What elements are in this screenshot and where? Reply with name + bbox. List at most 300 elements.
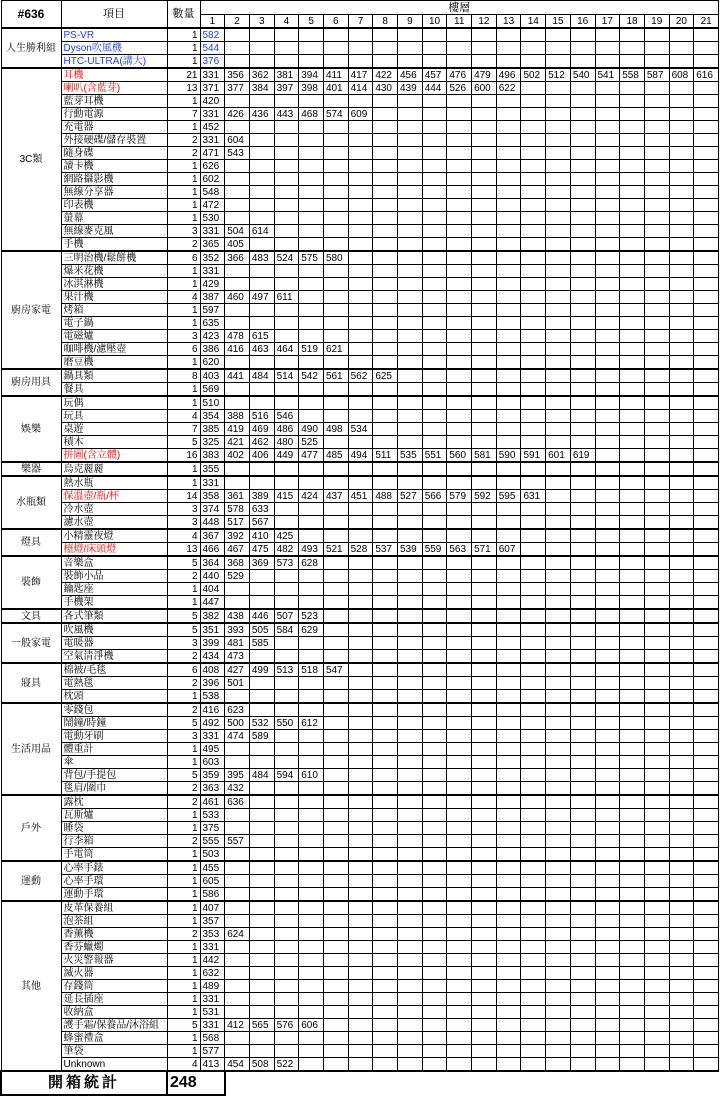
table-row [1,848,719,862]
category-cell: 其他 [1,901,61,1071]
floor-cell: 548 [200,186,225,199]
floor-cell [546,317,571,330]
floor-cell [620,95,645,108]
floor-cell [595,993,620,1006]
item-name: 烤箱 [61,304,167,317]
floor-cell [323,476,348,490]
floor-cell [472,650,497,664]
floor-cell [225,55,250,69]
floor-cell [422,915,447,928]
floor-cell [373,1006,398,1019]
floor-cell [570,173,595,186]
floor-cell: 514 [274,369,299,383]
floor-cell [323,503,348,516]
floor-cell [644,809,669,822]
floor-cell [348,212,373,225]
floor-cell: 359 [200,769,225,782]
floor-cell [595,677,620,690]
floor-cell [595,304,620,317]
floor-cell [422,121,447,134]
floor-cell [274,954,299,967]
floor-cell [669,782,694,796]
floor-cell [546,173,571,186]
floor-number: 5 [299,15,324,29]
floor-cell [496,703,521,717]
floor-cell [225,42,250,55]
floor-cell [373,1058,398,1072]
floor-cell [546,423,571,436]
floor-cell [570,782,595,796]
item-qty: 1 [167,848,200,862]
floor-cell [249,476,274,490]
floor-cell [570,993,595,1006]
floor-cell [323,861,348,875]
floor-cell [669,1058,694,1072]
floor-cell [472,637,497,650]
floor-cell [373,570,398,583]
floor-cell [669,993,694,1006]
floor-cell [249,265,274,278]
floor-cell [570,356,595,370]
floor-cell [373,121,398,134]
item-name: 鍋具類 [61,369,167,383]
floor-cell: 541 [595,68,620,82]
floor-cell [570,186,595,199]
floor-cell [348,861,373,875]
floor-cell [521,304,546,317]
floor-cell [447,186,472,199]
floor-cell: 416 [200,703,225,717]
item-name: 電磁爐 [61,330,167,343]
floor-cell [249,690,274,704]
floor-cell [595,410,620,423]
floor-cell [620,503,645,516]
floor-cell [373,476,398,490]
floor-cell [447,212,472,225]
floor-cell [398,835,423,848]
item-name: 瓦斯爐 [61,809,167,822]
floor-cell [570,134,595,147]
floor-cell [644,449,669,463]
floor-cell [472,769,497,782]
floor-cell [299,317,324,330]
floor-cell [398,888,423,902]
floor-cell [249,55,274,69]
floor-cell [348,730,373,743]
floor-cell [620,529,645,543]
floor-cell [694,809,719,822]
floor-cell: 442 [200,954,225,967]
floor-cell [595,423,620,436]
floor-cell: 397 [274,82,299,95]
floor-cell [225,317,250,330]
floor-cell [521,55,546,69]
floor-cell [694,769,719,782]
floor-cell [422,343,447,356]
floor-cell [373,516,398,530]
item-qty: 3 [167,637,200,650]
floor-cell [323,436,348,449]
floor-cell [398,609,423,623]
floor-cell [422,809,447,822]
floor-cell [546,835,571,848]
item-name: 滅火器 [61,967,167,980]
floor-cell [249,980,274,993]
floor-cell [669,82,694,95]
floor-cell [620,848,645,862]
floor-cell [249,396,274,410]
floor-cell [348,238,373,252]
floor-cell [274,330,299,343]
floor-cell: 633 [249,503,274,516]
floor-cell [422,861,447,875]
floor-cell [496,436,521,449]
floor-cell [644,941,669,954]
table-row [1,291,719,304]
floor-cell [299,42,324,55]
floor-cell [669,717,694,730]
floor-cell [249,756,274,769]
table-row [1,809,719,822]
floor-cell [323,212,348,225]
floor-cell [323,396,348,410]
floor-cell: 528 [348,543,373,557]
floor-cell [323,330,348,343]
floor-cell [694,1019,719,1032]
floor-cell: 403 [200,369,225,383]
floor-cell: 473 [225,650,250,664]
floor-cell [422,134,447,147]
floor-cell [694,980,719,993]
floor-cell [299,278,324,291]
floor-cell: 488 [373,490,398,503]
floor-cell [373,795,398,809]
floor-cell: 401 [323,82,348,95]
floor-cell [694,317,719,330]
floor-cell [496,901,521,915]
floor-cell [595,383,620,397]
floor-cell: 410 [249,529,274,543]
floor-cell [447,1006,472,1019]
floor-cell [496,462,521,476]
floor-cell [249,147,274,160]
floor-cell [595,238,620,252]
floor-cell [496,304,521,317]
floor-cell [521,134,546,147]
floor-cell [249,703,274,717]
floor-cell [546,1019,571,1032]
floor-number: 12 [472,15,497,29]
floor-cell [595,915,620,928]
floor-cell [373,108,398,121]
item-qty: 5 [167,1019,200,1032]
floor-cell [496,756,521,769]
floor-cell [225,848,250,862]
table-row [1,369,719,383]
floor-cell [620,835,645,848]
floor-cell [595,928,620,941]
floor-cell [620,663,645,677]
floor-cell [620,251,645,265]
floor-cell [274,782,299,796]
floor-cell [348,462,373,476]
floor-cell [546,238,571,252]
floor-cell [570,583,595,596]
floor-cell [299,396,324,410]
floor-cell [373,769,398,782]
floor-cell [323,967,348,980]
item-name: PS-VR [61,28,167,42]
floor-cell [694,928,719,941]
floor-cell [521,570,546,583]
floor-cell [620,703,645,717]
floor-cell [472,888,497,902]
floor-cell [422,476,447,490]
item-name: 運動手環 [61,888,167,902]
floor-cell [472,134,497,147]
floor-cell [447,396,472,410]
floor-cell [644,134,669,147]
floor-cell [595,291,620,304]
floor-cell [620,160,645,173]
category-cell: 裝飾 [1,556,61,609]
table-row [1,954,719,967]
table-row [1,95,719,108]
floor-cell [496,690,521,704]
floor-cell [595,623,620,637]
floor-cell [620,317,645,330]
floor-cell [373,888,398,902]
floor-cell [373,199,398,212]
floor-cell: 429 [200,278,225,291]
item-name: 烏克麗麗 [61,462,167,476]
floor-cell [669,396,694,410]
floor-cell [373,703,398,717]
item-name: 冷水壺 [61,503,167,516]
floor-cell [546,543,571,557]
floor-cell [669,121,694,134]
table-row [1,423,719,436]
floor-cell [422,663,447,677]
item-name: 手機 [61,238,167,252]
floor-cell [546,954,571,967]
floor-cell [323,901,348,915]
floor-cell [570,730,595,743]
floor-cell: 479 [472,68,497,82]
floor-cell [398,147,423,160]
floor-cell [521,543,546,557]
floor-cell: 608 [669,68,694,82]
floor-cell [398,1058,423,1072]
floor-cell [546,503,571,516]
floor-cell [398,278,423,291]
floor-cell: 508 [249,1058,274,1072]
floor-cell [422,160,447,173]
floor-cell: 546 [274,410,299,423]
floor-cell [570,147,595,160]
floor-cell [644,1006,669,1019]
floor-cell [274,888,299,902]
floor-cell: 425 [274,529,299,543]
floor-cell [694,623,719,637]
floor-cell [447,1045,472,1058]
floor-cell: 621 [323,343,348,356]
floor-cell [620,583,645,596]
floor-cell [398,529,423,543]
floor-cell [644,703,669,717]
floor-cell [620,570,645,583]
floor-cell [274,901,299,915]
floor-cell [299,212,324,225]
floor-cell [644,782,669,796]
floor-cell [620,861,645,875]
floor-cell: 468 [299,108,324,121]
floor-cell [620,1058,645,1072]
item-qty: 4 [167,1058,200,1072]
floor-cell [694,556,719,570]
floor-cell [225,304,250,317]
floor-cell [274,822,299,835]
floor-cell [373,95,398,108]
floor-number: 14 [521,15,546,29]
floor-cell [398,225,423,238]
floor-cell [249,677,274,690]
floor-cell [249,173,274,186]
floor-cell [348,225,373,238]
floor-cell: 376 [200,55,225,69]
floor-cell: 537 [373,543,398,557]
floor-cell [299,861,324,875]
floor-cell [472,1006,497,1019]
floor-cell [422,356,447,370]
table-row [1,160,719,173]
floor-cell [348,1045,373,1058]
floor-cell [373,623,398,637]
floor-cell [447,743,472,756]
floor-cell [496,1019,521,1032]
floor-cell: 631 [521,490,546,503]
floor-cell [496,108,521,121]
floor-cell [521,1032,546,1045]
floor-cell [274,304,299,317]
floor-cell [299,410,324,423]
floor-cell [398,356,423,370]
floor-cell [595,225,620,238]
floor-cell [669,743,694,756]
floor-cell [496,782,521,796]
floor-cell [299,915,324,928]
floor-cell [225,186,250,199]
floor-cell [225,861,250,875]
floor-cell [447,690,472,704]
floor-cell [274,225,299,238]
item-qty: 2 [167,928,200,941]
floor-cell [694,291,719,304]
floor-cell [644,28,669,42]
floor-cell [570,703,595,717]
floor-cell [669,809,694,822]
floor-cell [472,848,497,862]
floor-cell [348,888,373,902]
floor-cell: 538 [200,690,225,704]
floor-cell [694,835,719,848]
floor-cell: 616 [694,68,719,82]
floor-cell [348,173,373,186]
floor-cell [595,637,620,650]
floor-cell [422,703,447,717]
floor-cell [570,1032,595,1045]
floor-cell [274,637,299,650]
floor-cell [274,1045,299,1058]
floor-cell [595,756,620,769]
floor-cell [694,543,719,557]
floor-cell: 590 [496,449,521,463]
floor-cell [521,954,546,967]
floor-cell [644,476,669,490]
floor-cell [274,278,299,291]
floor-cell [398,556,423,570]
floor-cell [299,980,324,993]
floor-cell [620,225,645,238]
floor-cell [225,265,250,278]
floor-cell [447,369,472,383]
floor-cell [373,343,398,356]
floor-cell [669,173,694,186]
floor-cell [249,743,274,756]
floor-cell [620,743,645,756]
floor-cell [398,1045,423,1058]
floor-cell [644,637,669,650]
floor-cell [595,186,620,199]
floor-cell [274,690,299,704]
floor-cell [521,769,546,782]
floor-cell [323,410,348,423]
floor-cell [521,42,546,55]
table-row [1,383,719,397]
floor-cell [521,330,546,343]
item-name: 睡袋 [61,822,167,835]
floor-cell [323,769,348,782]
floor-cell [546,690,571,704]
floor-cell [669,915,694,928]
floor-cell [472,1045,497,1058]
floor-cell [644,121,669,134]
floor-cell: 626 [200,160,225,173]
floor-cell [447,901,472,915]
floor-cell [595,543,620,557]
floor-cell [669,304,694,317]
floor-cell: 432 [225,782,250,796]
floor-cell [595,888,620,902]
floor-cell [373,556,398,570]
floor-cell [595,782,620,796]
floor-cell [496,795,521,809]
floor-cell: 484 [249,769,274,782]
floor-cell [447,173,472,186]
floor-cell [521,1006,546,1019]
floor-cell [669,570,694,583]
floor-cell [546,147,571,160]
floor-cell: 331 [200,134,225,147]
floor-cell: 511 [373,449,398,463]
floor-cell [570,383,595,397]
floor-cell [225,462,250,476]
floor-cell [521,596,546,610]
floor-cell [669,134,694,147]
floor-cell: 575 [299,251,324,265]
floor-cell [644,677,669,690]
floor-cell [521,251,546,265]
